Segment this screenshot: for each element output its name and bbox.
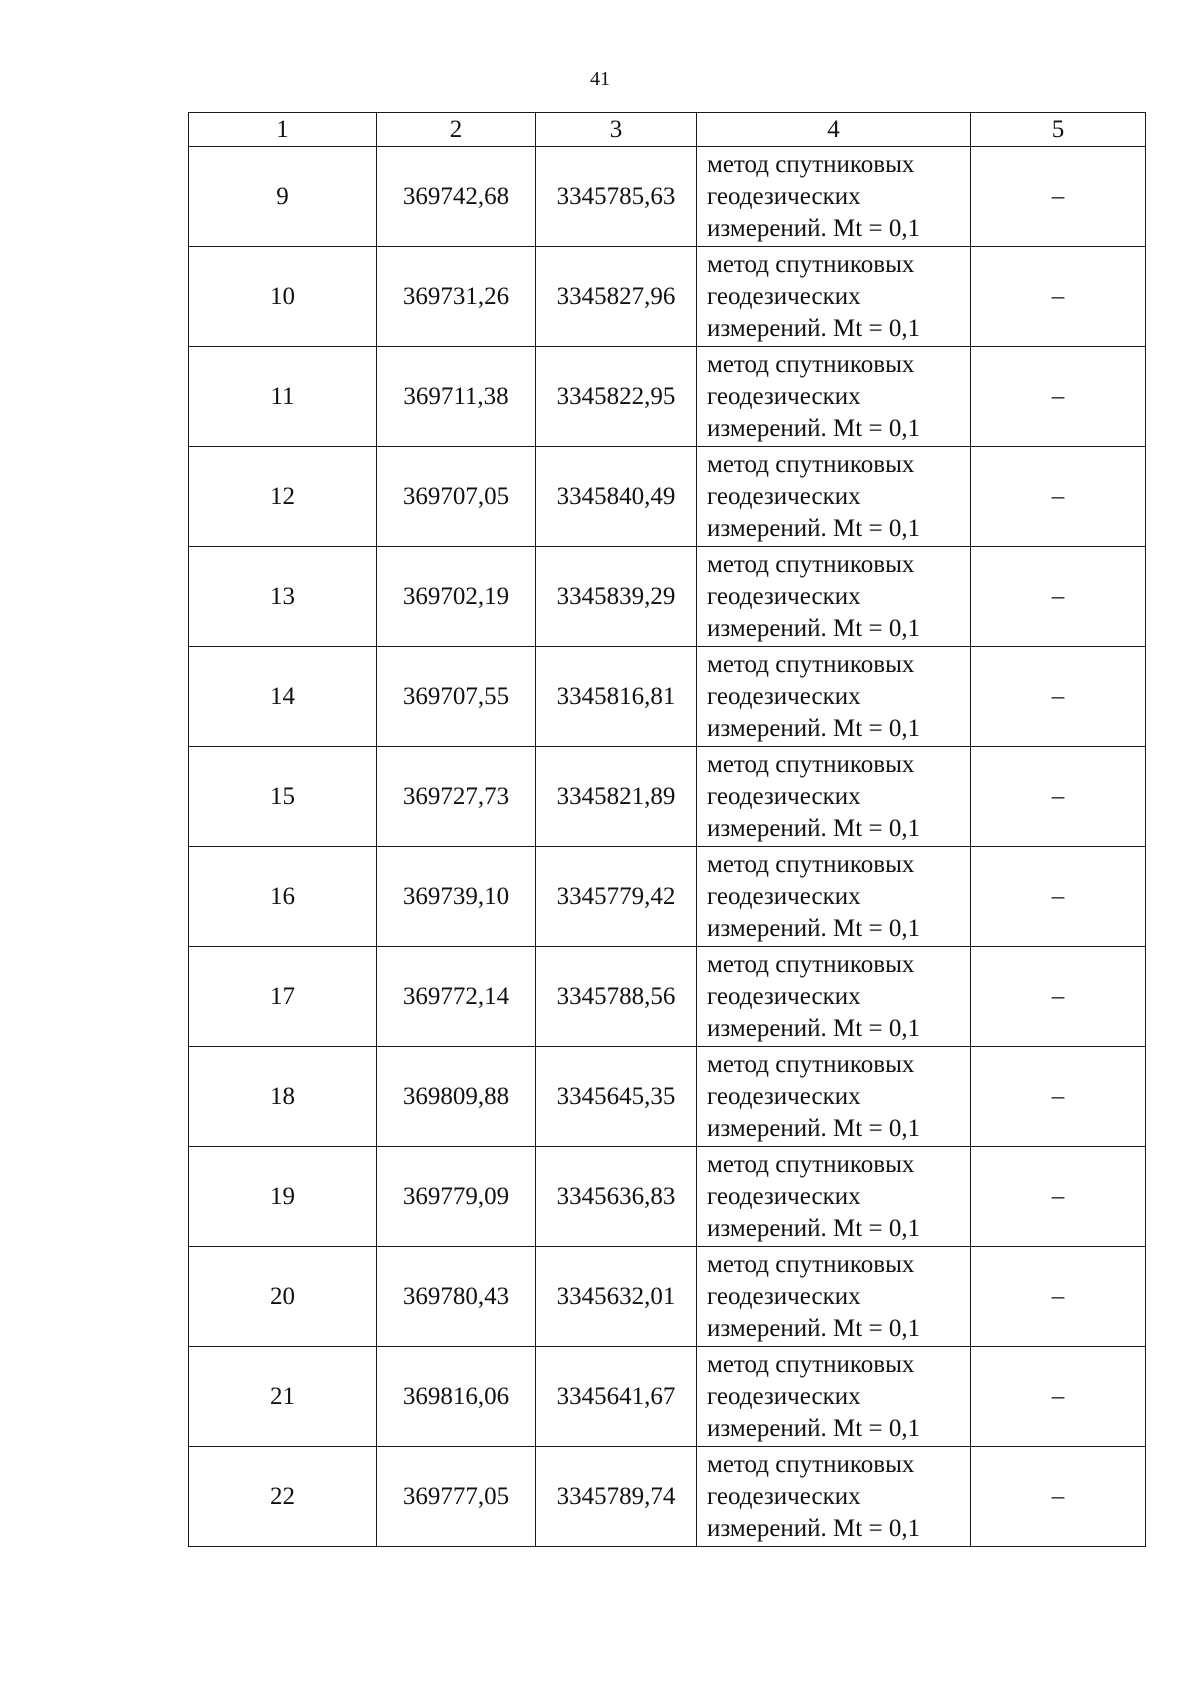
x-coordinate-cell: 369739,10 <box>377 847 536 947</box>
point-number-cell: 12 <box>189 447 377 547</box>
x-coordinate-cell: 369707,55 <box>377 647 536 747</box>
y-coordinate-cell: 3345816,81 <box>536 647 697 747</box>
note-cell: – <box>971 1247 1146 1347</box>
x-coordinate-cell: 369777,05 <box>377 1447 536 1547</box>
table-body <box>189 147 1146 1547</box>
table-row <box>189 1347 1146 1447</box>
note-cell: – <box>971 1147 1146 1247</box>
x-coordinate-cell: 369727,73 <box>377 747 536 847</box>
x-coordinate-cell: 369780,43 <box>377 1247 536 1347</box>
y-coordinate-cell: 3345636,83 <box>536 1147 697 1247</box>
table-row <box>189 647 1146 747</box>
point-number-cell: 10 <box>189 247 377 347</box>
column-header: 1 <box>189 113 377 147</box>
table-row <box>189 747 1146 847</box>
table-header <box>189 113 1146 147</box>
point-number-cell: 9 <box>189 147 377 247</box>
x-coordinate-cell: 369707,05 <box>377 447 536 547</box>
method-cell: метод спутниковых геодезических измерений. Mt = 0,1 <box>697 747 971 847</box>
note-cell: – <box>971 747 1146 847</box>
point-number-cell: 22 <box>189 1447 377 1547</box>
note-cell: – <box>971 347 1146 447</box>
point-number-cell: 19 <box>189 1147 377 1247</box>
y-coordinate-cell: 3345827,96 <box>536 247 697 347</box>
method-cell: метод спутниковых геодезических измерений. Mt = 0,1 <box>697 847 971 947</box>
y-coordinate-cell: 3345788,56 <box>536 947 697 1047</box>
table-row <box>189 447 1146 547</box>
note-cell: – <box>971 147 1146 247</box>
y-coordinate-cell: 3345779,42 <box>536 847 697 947</box>
table-row <box>189 1047 1146 1147</box>
x-coordinate-cell: 369731,26 <box>377 247 536 347</box>
y-coordinate-cell: 3345840,49 <box>536 447 697 547</box>
header-row <box>189 113 1146 147</box>
method-cell: метод спутниковых геодезических измерений. Mt = 0,1 <box>697 147 971 247</box>
y-coordinate-cell: 3345821,89 <box>536 747 697 847</box>
y-coordinate-cell: 3345641,67 <box>536 1347 697 1447</box>
x-coordinate-cell: 369779,09 <box>377 1147 536 1247</box>
point-number-cell: 17 <box>189 947 377 1047</box>
note-cell: – <box>971 647 1146 747</box>
x-coordinate-cell: 369816,06 <box>377 1347 536 1447</box>
table-row <box>189 347 1146 447</box>
table-row <box>189 847 1146 947</box>
point-number-cell: 16 <box>189 847 377 947</box>
point-number-cell: 14 <box>189 647 377 747</box>
y-coordinate-cell: 3345839,29 <box>536 547 697 647</box>
method-cell: метод спутниковых геодезических измерений. Mt = 0,1 <box>697 1247 971 1347</box>
y-coordinate-cell: 3345785,63 <box>536 147 697 247</box>
note-cell: – <box>971 1347 1146 1447</box>
note-cell: – <box>971 1047 1146 1147</box>
page-number: 41 <box>590 68 610 90</box>
y-coordinate-cell: 3345822,95 <box>536 347 697 447</box>
table-row <box>189 1447 1146 1547</box>
x-coordinate-cell: 369742,68 <box>377 147 536 247</box>
note-cell: – <box>971 947 1146 1047</box>
point-number-cell: 13 <box>189 547 377 647</box>
point-number-cell: 15 <box>189 747 377 847</box>
note-cell: – <box>971 547 1146 647</box>
method-cell: метод спутниковых геодезических измерений. Mt = 0,1 <box>697 1047 971 1147</box>
column-header: 3 <box>536 113 697 147</box>
point-number-cell: 21 <box>189 1347 377 1447</box>
column-header: 4 <box>697 113 971 147</box>
table-row <box>189 947 1146 1047</box>
point-number-cell: 18 <box>189 1047 377 1147</box>
point-number-cell: 20 <box>189 1247 377 1347</box>
y-coordinate-cell: 3345645,35 <box>536 1047 697 1147</box>
method-cell: метод спутниковых геодезических измерений. Mt = 0,1 <box>697 347 971 447</box>
method-cell: метод спутниковых геодезических измерений. Mt = 0,1 <box>697 547 971 647</box>
table-row <box>189 1147 1146 1247</box>
method-cell: метод спутниковых геодезических измерений. Mt = 0,1 <box>697 247 971 347</box>
x-coordinate-cell: 369702,19 <box>377 547 536 647</box>
y-coordinate-cell: 3345789,74 <box>536 1447 697 1547</box>
method-cell: метод спутниковых геодезических измерений. Mt = 0,1 <box>697 447 971 547</box>
method-cell: метод спутниковых геодезических измерений. Mt = 0,1 <box>697 1447 971 1547</box>
note-cell: – <box>971 847 1146 947</box>
table-row <box>189 247 1146 347</box>
note-cell: – <box>971 1447 1146 1547</box>
column-header: 5 <box>971 113 1146 147</box>
table-row <box>189 547 1146 647</box>
method-cell: метод спутниковых геодезических измерений. Mt = 0,1 <box>697 647 971 747</box>
coordinates-table <box>188 112 1146 1547</box>
table-row <box>189 147 1146 247</box>
method-cell: метод спутниковых геодезических измерений. Mt = 0,1 <box>697 1347 971 1447</box>
method-cell: метод спутниковых геодезических измерений. Mt = 0,1 <box>697 947 971 1047</box>
note-cell: – <box>971 447 1146 547</box>
method-cell: метод спутниковых геодезических измерений. Mt = 0,1 <box>697 1147 971 1247</box>
x-coordinate-cell: 369711,38 <box>377 347 536 447</box>
column-header: 2 <box>377 113 536 147</box>
x-coordinate-cell: 369772,14 <box>377 947 536 1047</box>
note-cell: – <box>971 247 1146 347</box>
y-coordinate-cell: 3345632,01 <box>536 1247 697 1347</box>
x-coordinate-cell: 369809,88 <box>377 1047 536 1147</box>
point-number-cell: 11 <box>189 347 377 447</box>
table-row <box>189 1247 1146 1347</box>
